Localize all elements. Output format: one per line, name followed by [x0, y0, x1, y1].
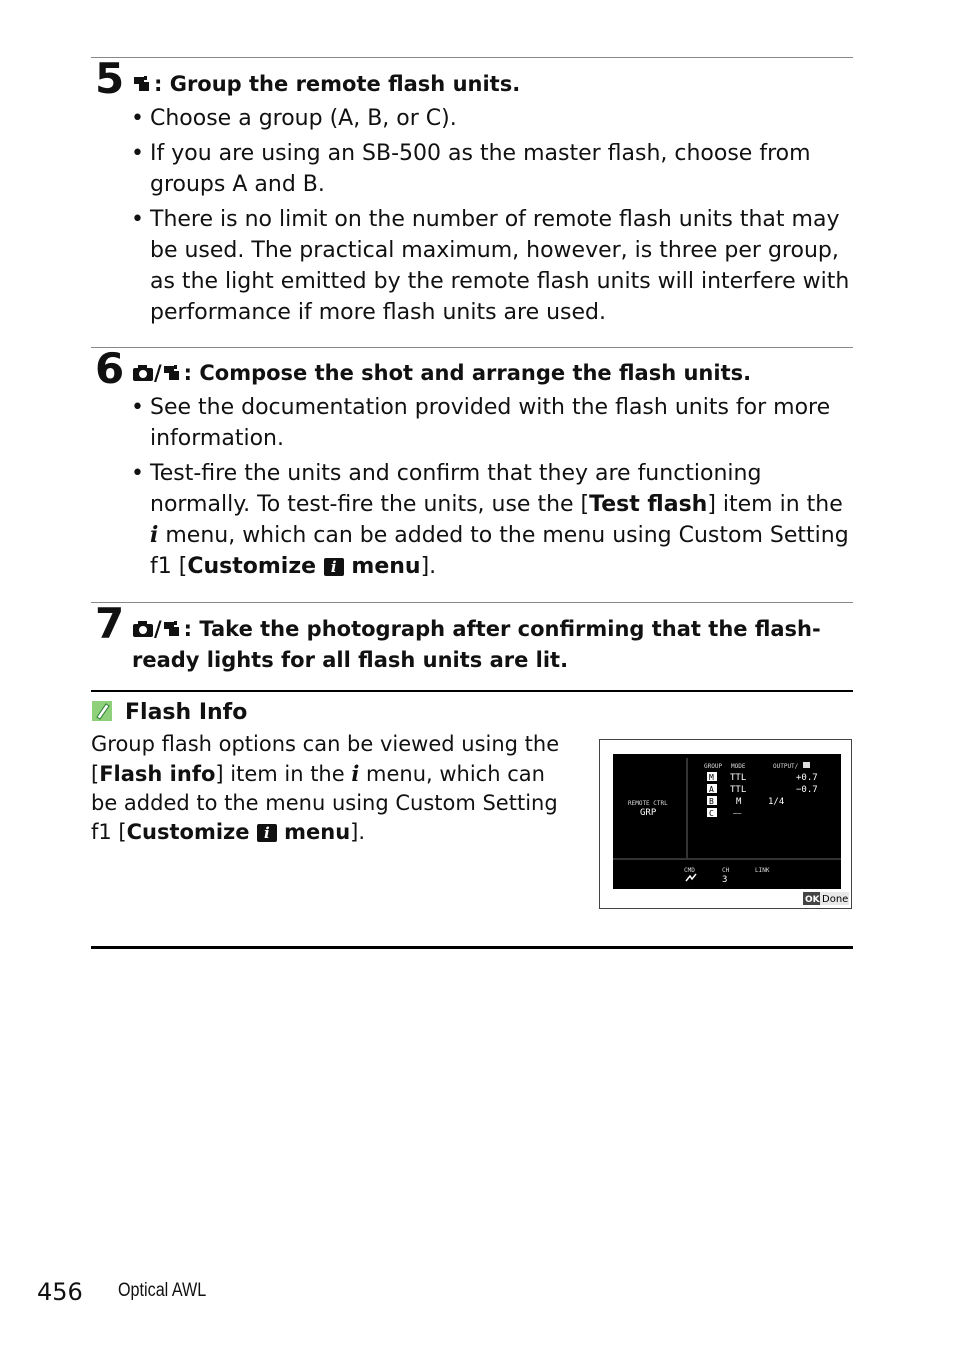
group-b: B [709, 797, 714, 806]
page-number: 456 [37, 1278, 83, 1306]
i-menu-icon: i [351, 761, 360, 786]
divider [91, 347, 853, 348]
remote-ctrl-label: REMOTE CTRL [628, 800, 668, 807]
note-title: Flash Info [91, 698, 247, 728]
group-m: M [709, 773, 714, 782]
camera-icon [132, 363, 154, 383]
output-m: +0.7 [796, 773, 818, 783]
pencil-icon [91, 700, 115, 722]
mode-a: TTL [730, 785, 747, 795]
flash-info-screen [599, 739, 852, 909]
step-number: 7 [95, 599, 125, 648]
ch-value: 3 [722, 875, 728, 885]
ch-label: CH [722, 867, 730, 874]
divider [91, 690, 853, 692]
list-item: • See the documentation provided with the flash units for more information. [131, 392, 850, 454]
step-heading: / : Take the photograph after confirming that the flash-ready lights for all flash units are lit. [132, 617, 821, 672]
list-item: • Choose a group (A, B, or C). [131, 103, 850, 134]
i-menu-icon: i [150, 522, 159, 548]
camera-icon [132, 619, 154, 639]
flash-icon [162, 619, 184, 639]
note-text: Group flash options can be viewed using the [Flash info] item in the i menu, which can be added to the menu using Custom Setting f1 [Customize i menu]. [91, 732, 560, 844]
output-col: OUTPUT/ [773, 763, 799, 770]
group-col: GROUP [704, 763, 723, 770]
ok-button-icon: OK [805, 895, 820, 905]
cmd-label: CMD [684, 867, 695, 874]
mode-col: MODE [731, 763, 746, 770]
group-c: C [709, 809, 714, 818]
i-menu-box-icon: i [257, 824, 277, 842]
bullet-list [131, 103, 850, 332]
list-item: • Test-fire the units and confirm that they are functioning normally. To test-fire the units, use the [Test flash] item in the i menu, which can be added to the menu using Custom Setting f1 [Customize i menu]. [131, 458, 850, 582]
list-item: • If you are using an SB-500 as the master flash, choose from groups A and B. [131, 138, 850, 200]
group-a: A [709, 785, 714, 794]
screen-display [600, 740, 851, 908]
done-label: Done [822, 894, 849, 905]
divider [91, 946, 853, 949]
output-b: 1/4 [768, 797, 785, 807]
list-item: • There is no limit on the number of remote flash units that may be used. The practical maximum, however, is three per group, as the light emitted by the remote flash units will interfere with performance if more flash units are used. [131, 204, 850, 328]
section-name: Optical AWL [118, 1280, 207, 1301]
divider [91, 602, 853, 603]
step-number: 6 [95, 344, 125, 393]
link-label: LINK [755, 867, 770, 874]
bullet-list [131, 392, 850, 586]
step-heading: / : Compose the shot and arrange the flash units. [132, 358, 751, 389]
mode-b: M [736, 797, 742, 807]
flash-icon [162, 363, 184, 383]
flash-icon [132, 74, 154, 94]
grp-value: GRP [640, 808, 657, 818]
step-number: 5 [95, 54, 125, 103]
step-heading: : Group the remote flash units. [132, 69, 520, 100]
divider [91, 57, 853, 58]
mode-c: —— [733, 809, 742, 817]
i-menu-box-icon: i [324, 558, 344, 576]
output-a: −0.7 [796, 785, 818, 795]
mode-m: TTL [730, 773, 747, 783]
